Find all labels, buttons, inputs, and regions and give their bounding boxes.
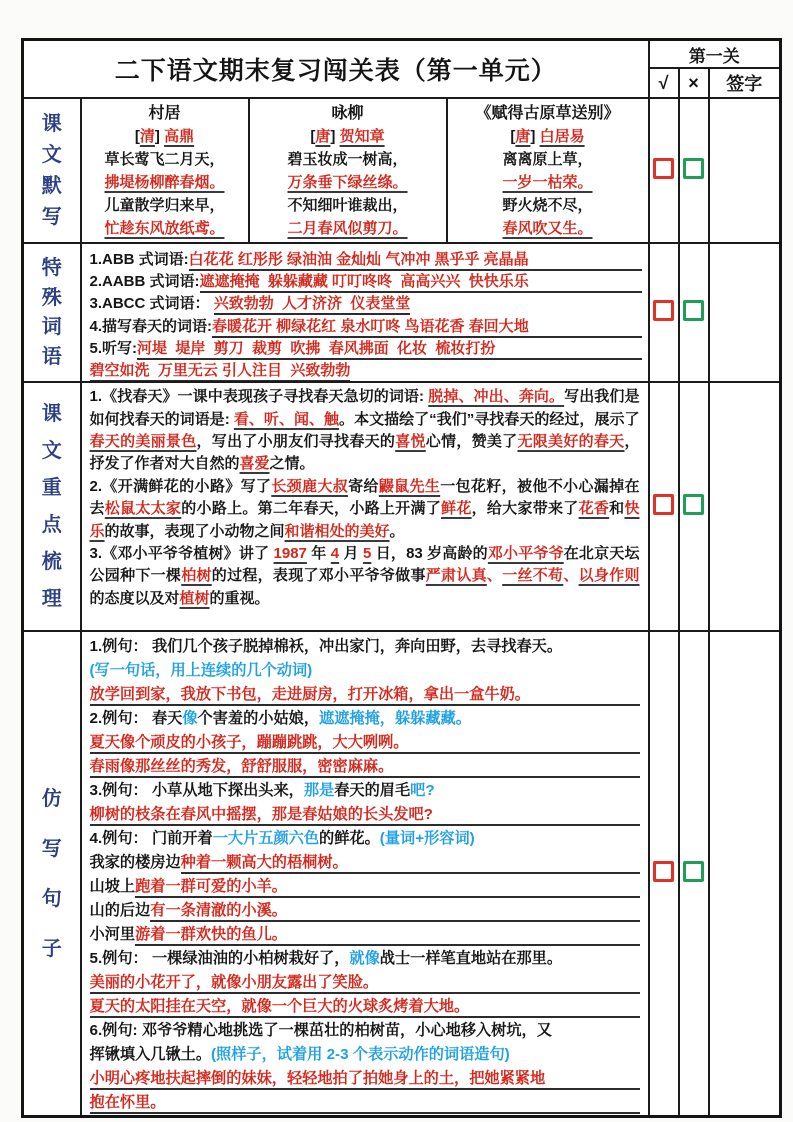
text-run: 2.AABB 式词语: bbox=[89, 273, 200, 291]
poem bbox=[448, 99, 648, 242]
text-run: 5 bbox=[363, 544, 372, 562]
text-run: 喜悦 bbox=[395, 432, 426, 450]
text-run: 清 bbox=[139, 127, 155, 145]
poem-verse bbox=[250, 194, 446, 217]
text-run: 的故事，表现了小动物之间 bbox=[104, 522, 285, 540]
text-run: 鲜花 bbox=[441, 500, 472, 518]
poems-content bbox=[82, 99, 648, 242]
text-run: 1.《找春天》一课中表现孩子寻找春天急切的词语: bbox=[89, 388, 429, 406]
poems-content-cell bbox=[81, 98, 649, 243]
worksheet-line bbox=[90, 995, 640, 1019]
label-char: 梳 bbox=[41, 551, 62, 574]
worksheet-line bbox=[90, 359, 642, 381]
gate-header: 第一关 bbox=[649, 40, 781, 69]
pass-checkbox[interactable] bbox=[653, 494, 674, 515]
poem-verse bbox=[448, 217, 648, 240]
key-point-paragraph bbox=[90, 476, 640, 543]
label-char: 默 bbox=[41, 175, 62, 197]
text-run: 野火烧不尽， bbox=[502, 196, 593, 214]
text-run: 3.ABCC 式词语： bbox=[89, 295, 214, 313]
text-run: 春天的眉毛 bbox=[334, 782, 411, 800]
text-run: 一岁一枯荣。 bbox=[502, 173, 593, 191]
text-run: 长颈鹿大叔 bbox=[271, 477, 349, 495]
text-run: 、 bbox=[486, 567, 503, 585]
text-run: 鼹鼠先生 bbox=[378, 477, 441, 495]
answer-blank[interactable] bbox=[90, 755, 640, 778]
answer-blank[interactable] bbox=[135, 923, 639, 946]
key-point-paragraph bbox=[90, 543, 640, 610]
text-run: 一包花籽，被他不小心漏掉在去 bbox=[89, 477, 640, 518]
text-run: 柏树 bbox=[181, 567, 212, 585]
sentences-content-cell bbox=[81, 631, 649, 1117]
key-points-content bbox=[82, 383, 648, 630]
poem bbox=[250, 99, 448, 242]
answer-blank[interactable] bbox=[90, 731, 640, 754]
text-run: ] bbox=[530, 127, 540, 145]
text-run: 以身作则 bbox=[578, 567, 640, 585]
text-run: 、 bbox=[563, 567, 579, 585]
text-run: 小河里 bbox=[89, 926, 136, 944]
text-run: 遮遮掩掩，躲躲藏藏。 bbox=[319, 710, 471, 728]
label-char: 重 bbox=[41, 477, 62, 500]
pass-checkbox[interactable] bbox=[653, 158, 674, 179]
text-run: 之情。 bbox=[269, 455, 315, 473]
text-run: 松鼠太太家 bbox=[104, 500, 182, 518]
text-run: 年 bbox=[306, 544, 331, 562]
text-run: ，抒发了作者对大自然的 bbox=[89, 432, 640, 473]
text-run: 不知细叶谁裁出， bbox=[287, 196, 408, 214]
text-run: 4.描写春天的词语: bbox=[89, 317, 213, 335]
text-run: [ bbox=[310, 127, 316, 145]
text-run: 脱掉、冲出、奔向。 bbox=[428, 388, 565, 406]
text-run: 贺知章 bbox=[339, 127, 385, 145]
cross-cell bbox=[679, 631, 709, 1117]
worksheet-line bbox=[90, 731, 640, 755]
poem-verse bbox=[250, 217, 446, 240]
text-run: 唐 bbox=[315, 127, 331, 145]
worksheet-line bbox=[90, 292, 642, 314]
signature-cell[interactable] bbox=[709, 243, 781, 382]
pass-checkbox[interactable] bbox=[653, 861, 674, 882]
text-run: 5.听写: bbox=[89, 339, 138, 357]
worksheet-line bbox=[90, 755, 640, 779]
text-run: 3.《邓小平爷爷植树》讲了 bbox=[89, 544, 274, 562]
words-content-cell bbox=[81, 243, 649, 382]
text-run: 5.例句： 一棵绿油油的小柏树栽好了， bbox=[89, 950, 350, 968]
poem-verse bbox=[448, 194, 648, 217]
text-run: 春雨像那丝丝的秀发，舒舒服服，密密麻麻。 bbox=[89, 758, 394, 776]
poem-author bbox=[250, 125, 446, 148]
fail-checkbox[interactable] bbox=[683, 158, 704, 179]
page-title: 二下语文期末复习闯关表（第一单元） bbox=[23, 40, 649, 99]
text-run: 夏天像个顽皮的小孩子，蹦蹦跳跳，大大咧咧。 bbox=[89, 734, 409, 752]
text-run: 的重视。 bbox=[209, 589, 270, 607]
worksheet-line bbox=[90, 899, 640, 923]
text-run: (量词+形容词) bbox=[379, 830, 475, 848]
worksheet-line bbox=[90, 707, 640, 731]
text-run: 的过程，表现了邓小平爷爷做事 bbox=[211, 567, 426, 585]
text-run: 碧空如洗 万里无云 引人注目 兴致勃勃 bbox=[89, 361, 351, 379]
text-run: ，写出了小朋友们寻找春天的 bbox=[196, 432, 396, 450]
text-run: 那是 bbox=[303, 782, 335, 800]
text-run: 像 bbox=[182, 710, 198, 728]
answer-blank[interactable] bbox=[212, 315, 642, 338]
worksheet-line bbox=[90, 827, 640, 851]
text-run: 2.例句： 春天 bbox=[89, 710, 183, 728]
text-run: 种着一颗高大的梧桐树。 bbox=[180, 854, 348, 872]
text-run: 个害羞的小姑娘， bbox=[197, 710, 320, 728]
text-run: 万条垂下绿丝绦。 bbox=[287, 173, 408, 191]
answer-blank[interactable] bbox=[135, 875, 639, 898]
text-run: ] bbox=[154, 127, 165, 145]
answer-blank[interactable] bbox=[90, 683, 640, 706]
text-run: 白花花 红彤彤 绿油油 金灿灿 气冲冲 黑乎乎 亮晶晶 bbox=[188, 251, 529, 268]
answer-blank[interactable] bbox=[90, 359, 351, 381]
worksheet-line bbox=[90, 923, 640, 947]
text-run: [ bbox=[510, 127, 516, 145]
poem-author bbox=[448, 125, 648, 148]
review-table bbox=[21, 38, 782, 1118]
cross-cell bbox=[679, 243, 709, 382]
text-run: 。 bbox=[389, 522, 405, 540]
text-run: 的鲜花。 bbox=[319, 830, 380, 848]
worksheet-line bbox=[90, 248, 642, 270]
text-run: 寄给 bbox=[348, 477, 379, 495]
answer-blank[interactable] bbox=[214, 292, 411, 315]
worksheet-line bbox=[90, 315, 642, 337]
key-point-paragraph bbox=[90, 386, 640, 476]
worksheet-line bbox=[90, 1067, 640, 1091]
text-run: 的态度以及对 bbox=[89, 589, 180, 607]
text-run: 跑着一群可爱的小羊。 bbox=[135, 878, 287, 896]
worksheet-line bbox=[90, 947, 640, 971]
answer-blank[interactable] bbox=[90, 1067, 640, 1090]
text-run: 和 bbox=[609, 500, 625, 518]
text-run: 挥锹填入几锹土。 bbox=[89, 1046, 211, 1064]
label-char: 课 bbox=[41, 113, 62, 135]
section-label-cell bbox=[23, 631, 81, 1117]
text-run: (照样子，试着用 2-3 个表示动作的词语造句) bbox=[211, 1046, 510, 1064]
worksheet-line bbox=[90, 1043, 640, 1067]
answer-blank[interactable] bbox=[137, 337, 642, 360]
text-run: 一大片五颜六色 bbox=[212, 830, 320, 848]
answer-blank[interactable] bbox=[90, 971, 640, 994]
worksheet-line bbox=[90, 635, 640, 659]
signature-cell[interactable] bbox=[709, 98, 781, 243]
cross-column-header: × bbox=[679, 68, 709, 98]
poem-verse bbox=[448, 148, 648, 171]
poem-title: 咏柳 bbox=[331, 104, 364, 122]
poem bbox=[82, 99, 250, 242]
text-run: 日，83 岁高龄的 bbox=[371, 544, 488, 562]
text-run: ，给大家带来了 bbox=[471, 500, 579, 518]
text-run: 1987 bbox=[273, 544, 307, 562]
section-label-cell bbox=[23, 98, 81, 243]
check-cell bbox=[649, 631, 679, 1117]
text-run: 喜爱 bbox=[239, 455, 270, 473]
label-char: 课 bbox=[41, 403, 62, 426]
worksheet-line bbox=[90, 803, 640, 827]
label-char: 写 bbox=[41, 206, 62, 228]
answer-blank[interactable] bbox=[90, 1091, 640, 1114]
text-run: 碧玉妆成一树高， bbox=[287, 150, 408, 168]
worksheet-line bbox=[90, 1019, 640, 1043]
label-char: 文 bbox=[41, 144, 62, 166]
worksheet-line bbox=[90, 971, 640, 995]
text-run: 遮遮掩掩 躲躲藏藏 叮叮咚咚 高高兴兴 快快乐乐 bbox=[199, 273, 529, 291]
answer-blank[interactable] bbox=[150, 899, 639, 922]
section-label-sentence-imitation bbox=[24, 632, 80, 1115]
words-content bbox=[82, 244, 648, 381]
check-cell bbox=[649, 382, 679, 631]
answer-blank[interactable] bbox=[181, 851, 640, 874]
text-run: 美丽的小花开了，就像小朋友露出了笑脸。 bbox=[89, 974, 379, 992]
text-run: 小明心疼地扶起摔倒的妹妹，轻轻地拍了拍她身上的土，把她紧紧地 bbox=[89, 1070, 546, 1088]
cross-cell bbox=[679, 98, 709, 243]
poem-title: 《赋得古原草送别》 bbox=[475, 104, 620, 122]
text-run: 唐 bbox=[515, 127, 531, 145]
text-run: 3.例句： 小草从地下探出头来， bbox=[89, 782, 304, 800]
label-char: 词 bbox=[41, 316, 62, 339]
answer-blank[interactable] bbox=[200, 270, 642, 293]
section-label-cell bbox=[23, 243, 81, 382]
text-run: 1.ABB 式词语: bbox=[89, 251, 189, 268]
text-run: 邓小平爷爷 bbox=[487, 544, 564, 562]
poem-verse bbox=[82, 217, 248, 240]
text-run: [ bbox=[134, 127, 140, 145]
poem-verse bbox=[448, 171, 648, 194]
text-run: ] bbox=[330, 127, 340, 145]
sentences-content bbox=[82, 632, 648, 1115]
label-char: 子 bbox=[41, 937, 62, 960]
worksheet-line bbox=[90, 1091, 640, 1115]
label-char: 特 bbox=[41, 256, 62, 279]
sign-column-header: 签字 bbox=[709, 68, 781, 98]
text-run: 快乐 bbox=[89, 500, 640, 540]
text-run: 植树 bbox=[179, 589, 210, 607]
signature-cell[interactable] bbox=[709, 382, 781, 631]
text-run: 和谐相处的美好 bbox=[284, 522, 390, 540]
label-char: 句 bbox=[41, 887, 62, 910]
section-label-special-words bbox=[24, 244, 80, 381]
text-run: 抱在怀里。 bbox=[89, 1094, 166, 1112]
text-run: 山的后边 bbox=[89, 902, 151, 920]
fail-checkbox[interactable] bbox=[683, 861, 704, 882]
text-run: 河堤 堤岸 剪刀 裁剪 吹拂 春风拂面 化妆 梳妆打扮 bbox=[137, 339, 496, 357]
worksheet-line bbox=[90, 659, 640, 683]
check-column-header: √ bbox=[649, 68, 679, 98]
text-run: 白居易 bbox=[539, 127, 585, 145]
fail-checkbox[interactable] bbox=[683, 300, 704, 321]
poem-verse bbox=[82, 194, 248, 217]
text-run: 无限美好的春天 bbox=[517, 432, 625, 450]
key-content-cell bbox=[81, 382, 649, 631]
text-run: 有一条清澈的小溪。 bbox=[150, 902, 287, 920]
text-run: 。本文描绘了“我们”寻找春天的经过，展示了 bbox=[339, 410, 640, 428]
text-run: 的小路上。第二年春天，小路上开满了 bbox=[181, 500, 442, 518]
worksheet-line bbox=[90, 851, 640, 875]
text-run: 月 bbox=[339, 544, 364, 562]
text-run: 柳树的枝条在春风中摇摆，那是春姑娘的长头发吧? bbox=[89, 806, 433, 824]
text-run: 二月春风似剪刀。 bbox=[287, 219, 408, 237]
poem-author bbox=[82, 125, 248, 148]
text-run: 4.例句： 门前开着 bbox=[89, 830, 213, 848]
section-label-dictation bbox=[24, 99, 80, 242]
text-run: 花香 bbox=[578, 500, 610, 518]
check-cell bbox=[649, 98, 679, 243]
label-char: 文 bbox=[41, 440, 62, 463]
worksheet-line bbox=[90, 683, 640, 707]
label-char: 语 bbox=[41, 346, 62, 369]
worksheet-line bbox=[90, 875, 640, 899]
text-run: 忙趁东风放纸鸢。 bbox=[104, 219, 225, 237]
pass-checkbox[interactable] bbox=[653, 300, 674, 321]
label-char: 仿 bbox=[41, 787, 62, 810]
text-run: 兴致勃勃 人才济济 仪表堂堂 bbox=[213, 295, 411, 313]
text-run: 2.《开满鲜花的小路》写了 bbox=[89, 477, 272, 495]
label-char: 写 bbox=[41, 837, 62, 860]
label-char: 点 bbox=[41, 514, 62, 537]
text-run: 战士一样笔直地站在那里。 bbox=[379, 950, 563, 968]
text-run: 看、听、闻、触 bbox=[233, 410, 340, 428]
text-run: 1.例句： 我们几个孩子脱掉棉袄，冲出家门，奔向田野，去寻找春天。 bbox=[89, 638, 563, 656]
text-run: 山坡上 bbox=[89, 878, 136, 896]
text-run: 就像 bbox=[349, 950, 380, 968]
text-run: 心情，赞美了 bbox=[425, 432, 518, 450]
text-run: 吧? bbox=[410, 782, 435, 800]
text-run: 游着一群欢快的鱼儿。 bbox=[135, 926, 287, 944]
answer-blank[interactable] bbox=[189, 248, 642, 271]
poem-verse bbox=[250, 171, 446, 194]
answer-blank[interactable] bbox=[90, 995, 640, 1018]
label-char: 殊 bbox=[41, 286, 62, 309]
poem-verse bbox=[82, 171, 248, 194]
text-run: 4 bbox=[330, 544, 340, 562]
fail-checkbox[interactable] bbox=[683, 494, 704, 515]
text-run: 6.例句: 邓爷爷精心地挑选了一棵茁壮的柏树苗，小心地移入树坑，又 bbox=[89, 1022, 552, 1040]
text-run: 我家的楼房边 bbox=[89, 854, 181, 872]
section-label-cell bbox=[23, 382, 81, 631]
text-run: 在北京天坛公园种下一棵 bbox=[89, 544, 640, 585]
worksheet-line bbox=[90, 270, 642, 292]
poem-verse bbox=[82, 148, 248, 171]
worksheet-line bbox=[90, 779, 640, 803]
worksheet-line bbox=[90, 337, 642, 359]
answer-blank[interactable] bbox=[90, 803, 640, 826]
text-run: 拂堤杨柳醉春烟。 bbox=[104, 173, 225, 191]
text-run: 严肃认真 bbox=[425, 567, 487, 585]
text-run: 一丝不苟 bbox=[502, 567, 564, 585]
cross-cell bbox=[679, 382, 709, 631]
label-char: 理 bbox=[41, 588, 62, 611]
text-run: 夏天的太阳挂在天空，就像一个巨大的火球炙烤着大地。 bbox=[89, 998, 470, 1016]
text-run: 春暖花开 柳绿花红 泉水叮咚 鸟语花香 春回大地 bbox=[212, 317, 529, 335]
check-cell bbox=[649, 243, 679, 382]
poem-verse bbox=[250, 148, 446, 171]
text-run: 草长莺飞二月天， bbox=[104, 150, 225, 168]
signature-cell[interactable] bbox=[709, 631, 781, 1117]
text-run: 写出我们是如何找春天的词语是: bbox=[89, 388, 640, 428]
text-run: 高鼎 bbox=[164, 127, 195, 145]
text-run: 放学回到家，我放下书包，走进厨房，打开冰箱，拿出一盒牛奶。 bbox=[89, 686, 530, 704]
text-run: 儿童散学归来早， bbox=[104, 196, 225, 214]
text-run: 离离原上草， bbox=[502, 150, 593, 168]
text-run: (写一句话，用上连续的几个动词) bbox=[89, 662, 313, 680]
text-run: 春风吹又生。 bbox=[502, 219, 593, 237]
text-run: 春天的美丽景色 bbox=[89, 432, 197, 450]
poem-title: 村居 bbox=[148, 104, 181, 122]
section-label-key-points bbox=[24, 383, 80, 630]
